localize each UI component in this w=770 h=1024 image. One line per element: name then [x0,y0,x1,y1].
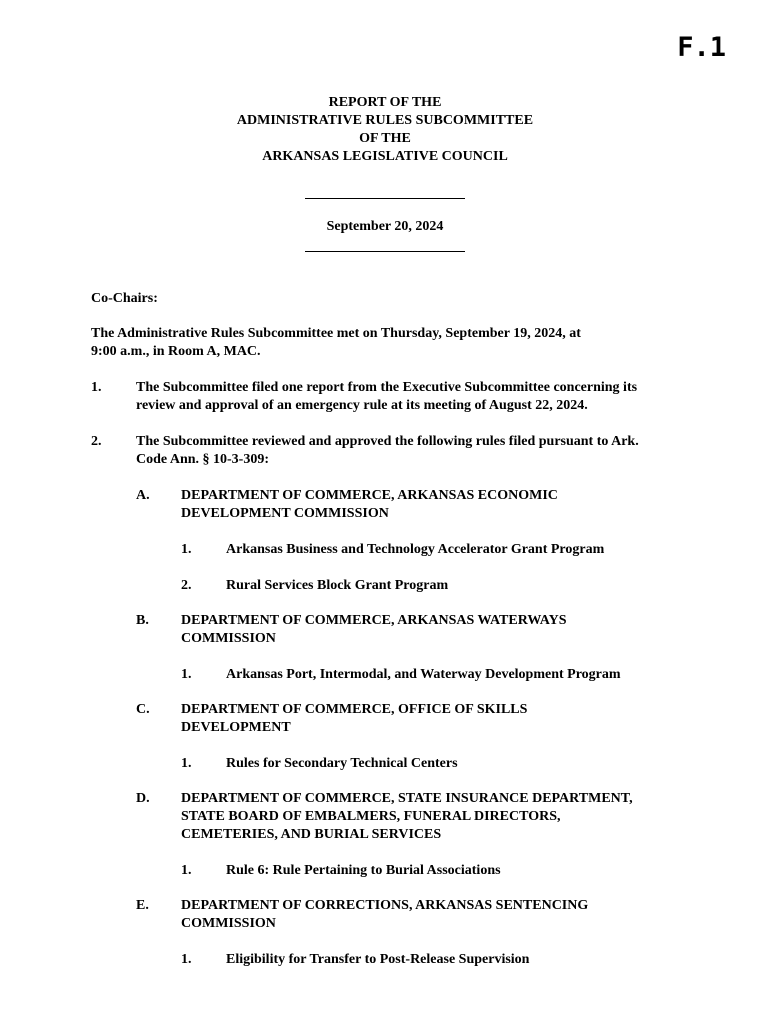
section-heading [181,790,721,844]
divider-top [305,198,465,199]
section-heading-line: COMMISSION [181,631,276,646]
rule-title: Eligibility for Transfer to Post-Release Supervision [226,952,530,967]
page-marker: F.1 [677,32,726,63]
section-heading [181,701,701,737]
intro-line-2: 9:00 a.m., in Room A, MAC. [91,344,261,359]
section-letter: A. [136,488,150,503]
item-line: The Subcommittee filed one report from the Executive Subcommittee concerning its [136,380,638,395]
title-line-3: OF THE [359,131,411,146]
section-heading-line: DEPARTMENT OF COMMERCE, ARKANSAS WATERWAYS [181,613,567,628]
section-heading-line: DEPARTMENT OF COMMERCE, ARKANSAS ECONOMIC [181,488,558,503]
section-heading [181,487,701,523]
title-line-4: ARKANSAS LEGISLATIVE COUNCIL [262,149,508,164]
section-letter: D. [136,791,150,806]
section-heading-line: COMMISSION [181,916,276,931]
rule-title: Arkansas Business and Technology Accelerator Grant Program [226,542,605,557]
section-heading-line: STATE BOARD OF EMBALMERS, FUNERAL DIRECTORS, [181,809,561,824]
item-line: The Subcommittee reviewed and approved the following rules filed pursuant to Ark. [136,434,639,449]
item-number: 2. [91,434,102,449]
rule-title: Rule 6: Rule Pertaining to Burial Associations [226,863,501,878]
item-text [136,433,736,469]
intro-line-1: The Administrative Rules Subcommittee met on Thursday, September 19, 2024, at [91,326,581,341]
item-line: review and approval of an emergency rule at its meeting of August 22, 2024. [136,398,588,413]
rule-number: 2. [181,578,192,593]
divider-bottom [305,251,465,252]
section-heading [181,897,701,933]
section-letter: B. [136,613,149,628]
item-line: Code Ann. § 10-3-309: [136,452,270,467]
section-heading-line: DEPARTMENT OF COMMERCE, OFFICE OF SKILLS [181,702,528,717]
intro-paragraph [91,325,691,361]
section-heading-line: CEMETERIES, AND BURIAL SERVICES [181,827,442,842]
title-line-1: REPORT OF THE [328,95,442,110]
item-number: 1. [91,380,102,395]
rule-number: 1. [181,667,192,682]
rule-title: Rural Services Block Grant Program [226,578,449,593]
rule-number: 1. [181,756,192,771]
section-letter: C. [136,702,150,717]
rule-number: 1. [181,863,192,878]
section-letter: E. [136,898,149,913]
section-heading-line: DEPARTMENT OF COMMERCE, STATE INSURANCE DEPARTMENT, [181,791,633,806]
rule-number: 1. [181,952,192,967]
report-date: September 20, 2024 [326,219,444,234]
rule-title: Rules for Secondary Technical Centers [226,756,458,771]
section-heading-line: DEPARTMENT OF CORRECTIONS, ARKANSAS SENTENCING [181,898,589,913]
item-text [136,379,736,415]
section-heading [181,612,701,648]
title-line-2: ADMINISTRATIVE RULES SUBCOMMITTEE [236,113,534,128]
rule-title: Arkansas Port, Intermodal, and Waterway Development Program [226,667,621,682]
report-title [0,94,770,166]
rule-number: 1. [181,542,192,557]
section-heading-line: DEVELOPMENT COMMISSION [181,506,389,521]
section-heading-line: DEVELOPMENT [181,720,291,735]
co-chairs-label: Co-Chairs: [91,291,158,306]
